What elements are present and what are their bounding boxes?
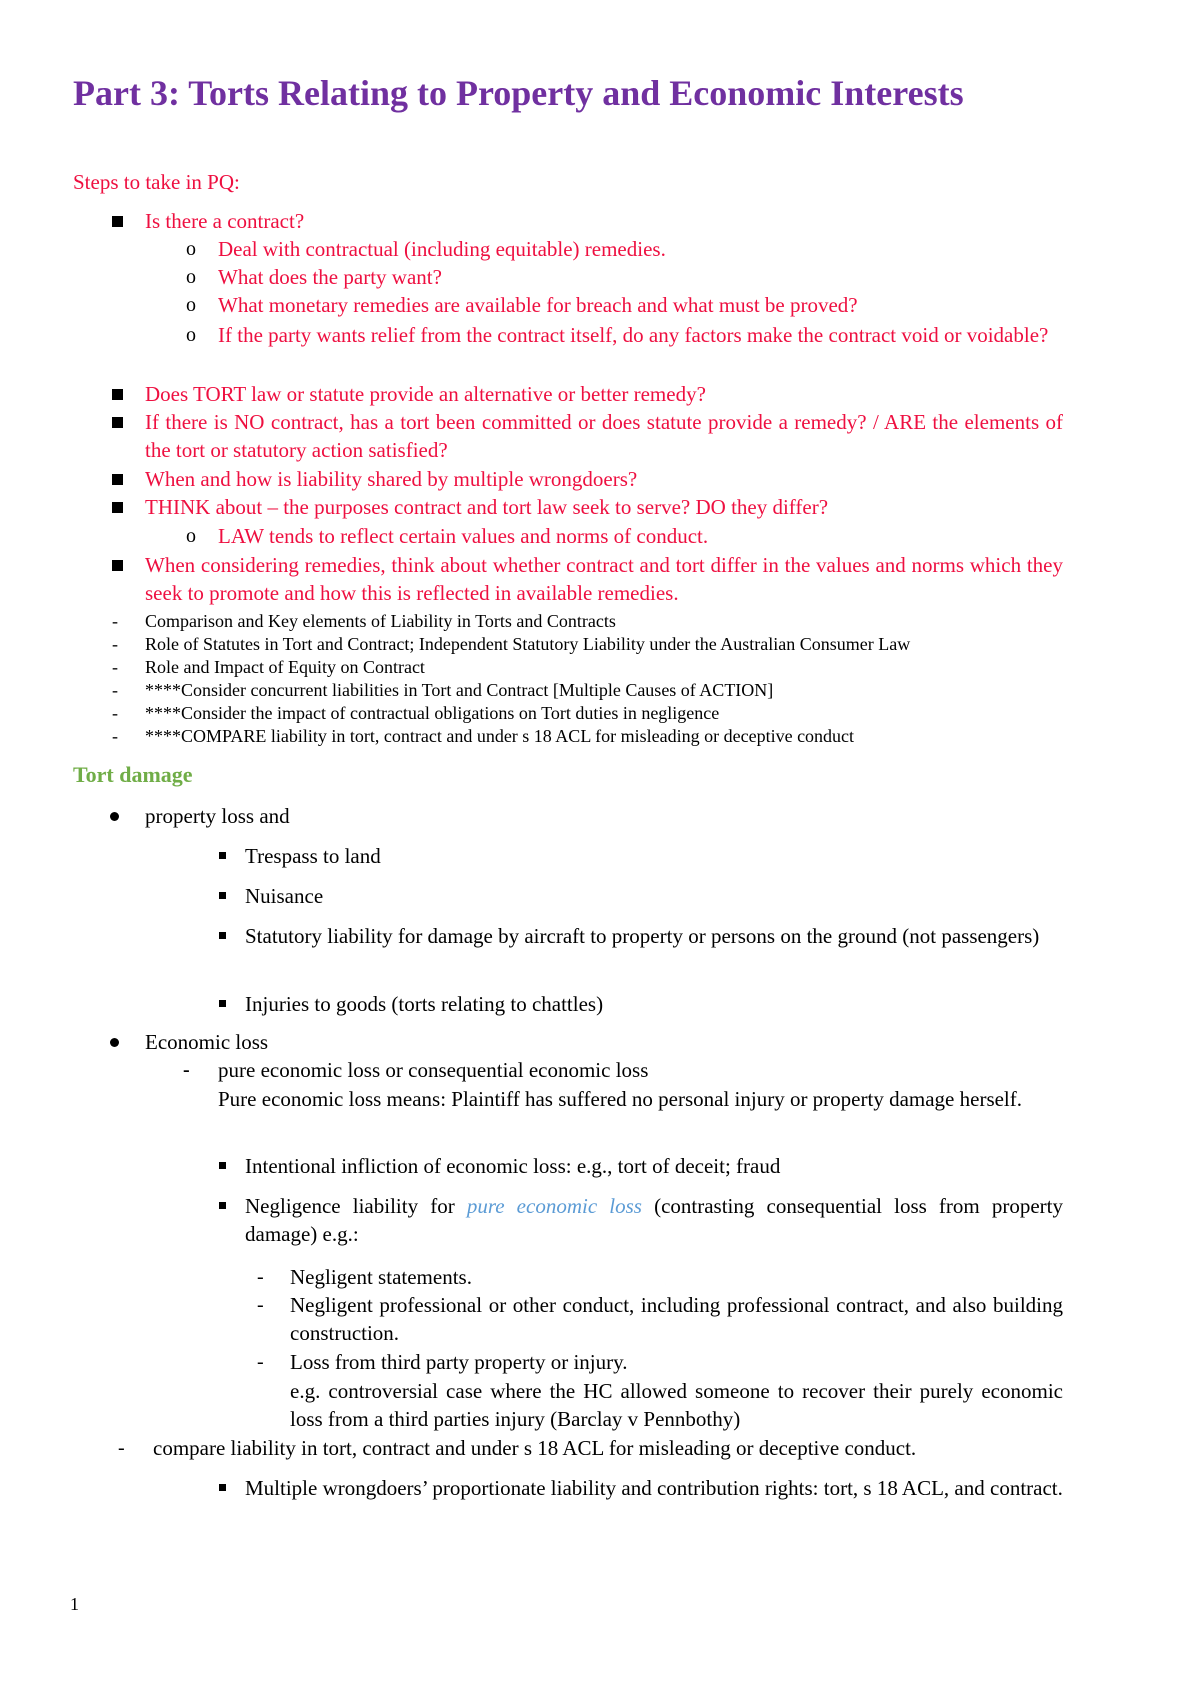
small-square-bullet-icon [219,932,226,939]
small-square-bullet-icon [219,1000,226,1007]
property-item: Injuries to goods (torts relating to chattles) [245,992,604,1016]
tort-damage-heading: Tort damage [73,762,193,787]
circle-bullet-icon: o [186,266,196,288]
step-think: THINK about – the purposes contract and tort law seek to serve? DO they differ? [145,495,829,519]
dash-bullet-icon: - [112,634,118,654]
dash-bullet-icon: - [257,1294,264,1316]
step-no-contract: If there is NO contract, has a tort been committed or does statute provide a remedy? / ARE the elements of the tort or statutory action satisfied? [145,410,1063,462]
dash-bullet-icon: - [112,611,118,631]
sub-step: LAW tends to reflect certain values and norms of conduct. [218,524,709,548]
sub-step: What monetary remedies are available for breach and what must be proved? [218,293,858,317]
negligence-liability [245,1192,1063,1248]
dash-item: Role of Statutes in Tort and Contract; Independent Statutory Liability under the Australian Consumer Law [145,634,911,654]
square-bullet-icon [112,216,123,227]
dash-item: Comparison and Key elements of Liability in Torts and Contracts [145,611,616,631]
dash-item: ****Consider concurrent liabilities in Tort and Contract [Multiple Causes of ACTION] [145,680,774,700]
small-square-bullet-icon [219,1162,226,1169]
square-bullet-icon [112,502,123,513]
negligence-suffix: (contrasting consequential loss from property damage) e.g.: [245,1194,1064,1246]
circle-bullet-icon: o [186,525,196,547]
pure-economic-loss-link[interactable]: pure economic loss [466,1194,642,1218]
circle-bullet-icon: o [186,238,196,260]
step-tort: Does TORT law or statute provide an alternative or better remedy? [145,382,706,406]
property-loss: property loss and [145,804,290,828]
negligence-example: e.g. controversial case where the HC allowed someone to recover their purely economic loss from a third parties injury (Barclay v Pennbothy) [290,1379,1063,1431]
small-square-bullet-icon [219,1202,226,1209]
dash-bullet-icon: - [112,680,118,700]
dash-item: Role and Impact of Equity on Contract [145,657,425,677]
small-square-bullet-icon [219,1484,226,1491]
dash-bullet-icon: - [118,1437,125,1459]
small-square-bullet-icon [219,852,226,859]
dash-bullet-icon: - [257,1266,264,1288]
sub-step: If the party wants relief from the contract itself, do any factors make the contract void or voidable? [218,323,1049,347]
negligence-prefix: Negligence liability for [245,1194,467,1218]
steps-heading: Steps to take in PQ: [73,170,240,194]
property-item: Statutory liability for damage by aircraft to property or persons on the ground (not passengers) [245,924,1040,948]
step-contract: Is there a contract? [145,209,305,233]
dash-bullet-icon: - [257,1351,264,1373]
round-bullet-icon [110,812,119,821]
negligence-item: Negligent statements. [290,1265,472,1289]
negligence-item: Loss from third party property or injury. [290,1350,628,1374]
dash-bullet-icon: - [112,726,118,746]
property-item: Nuisance [245,884,324,908]
circle-bullet-icon: o [186,294,196,316]
pure-loss-definition: Pure economic loss means: Plaintiff has suffered no personal injury or property damage herself. [218,1087,1023,1111]
negligence-item: Negligent professional or other conduct, including professional contract, and also building construction. [290,1293,1063,1345]
intentional-infliction: Intentional infliction of economic loss: e.g., tort of deceit; fraud [245,1154,781,1178]
square-bullet-icon [112,417,123,428]
circle-bullet-icon: o [186,324,196,346]
sub-step: Deal with contractual (including equitable) remedies. [218,237,666,261]
square-bullet-icon [112,474,123,485]
sub-step: What does the party want? [218,265,442,289]
property-item: Trespass to land [245,844,381,868]
step-multiple: When and how is liability shared by multiple wrongdoers? [145,467,638,491]
compare-liability: compare liability in tort, contract and under s 18 ACL for misleading or deceptive conduct. [153,1436,917,1460]
square-bullet-icon [112,560,123,571]
economic-loss: Economic loss [145,1030,269,1054]
dash-item: ****Consider the impact of contractual obligations on Tort duties in negligence [145,703,720,723]
square-bullet-icon [112,389,123,400]
dash-bullet-icon: - [112,703,118,723]
dash-bullet-icon: - [183,1059,190,1081]
small-square-bullet-icon [219,892,226,899]
page-number: 1 [70,1594,79,1614]
page-title: Part 3: Torts Relating to Property and Economic Interests [73,73,964,113]
dash-bullet-icon: - [112,657,118,677]
step-remedies: When considering remedies, think about whether contract and tort differ in the values and norms which they seek to promote and how this is reflected in available remedies. [145,553,1063,605]
dash-item: ****COMPARE liability in tort, contract and under s 18 ACL for misleading or deceptive conduct [145,726,855,746]
round-bullet-icon [110,1038,119,1047]
multiple-wrongdoers: Multiple wrongdoers’ proportionate liability and contribution rights: tort, s 18 ACL, and contract. [245,1476,1063,1500]
pure-loss: pure economic loss or consequential economic loss [218,1058,649,1082]
